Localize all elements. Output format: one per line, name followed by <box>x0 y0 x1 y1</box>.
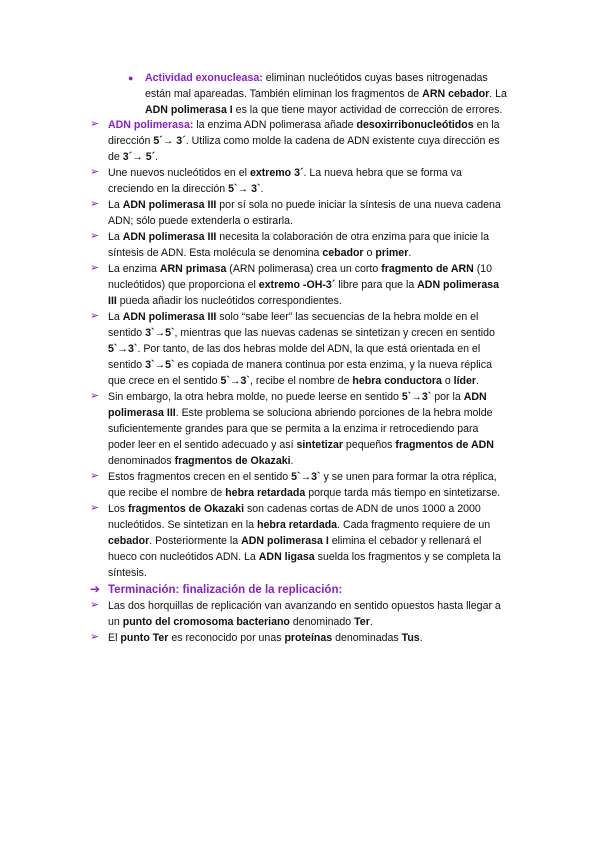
arrow-bullet-icon: ➢ <box>90 599 100 611</box>
arrow-bullet-icon: ➢ <box>90 118 100 130</box>
text-line: poder leer en el sentido adecuado y así sintetizar pequeños fragmentos de ADN <box>108 439 494 451</box>
text-line: polimerasa III. Este problema se soluciona abriendo porciones de la hebra molde <box>108 407 493 419</box>
text-line: que crece en el sentido 5`→3`, recibe el nombre de hebra conductora o líder. <box>108 375 479 387</box>
arrow-bullet-icon: ➢ <box>90 230 100 242</box>
text-line: nucleótidos) que proporciona el extremo -OH-3´ libre para que la ADN polimerasa <box>108 279 499 291</box>
text-line: sentido 3`→5` es copiada de manera continua por esta enzima, y la nueva réplica <box>108 359 492 371</box>
arrow-bullet-icon: ➢ <box>90 166 100 178</box>
sub-bullet-dot-icon: ● <box>128 73 134 83</box>
text-line: ADN polimerasa: la enzima ADN polimerasa añade desoxirribonucleótidos en la <box>108 119 500 131</box>
text-line: La ADN polimerasa III por sí sola no puede iniciar la síntesis de una nueva cadena <box>108 199 501 211</box>
text-line: La ADN polimerasa III necesita la colaboración de otra enzima para que inicie la <box>108 231 490 243</box>
text-line: de 3´→ 5´. <box>108 151 159 163</box>
text-line: síntesis. <box>108 567 147 579</box>
heading-arrow-icon: ➔ <box>90 582 101 596</box>
text-line: Actividad exonucleasa: eliminan nucleótidos cuyas bases nitrogenadas <box>145 72 488 84</box>
text-line: síntesis de ADN. Esta molécula se denomina cebador o primer. <box>108 247 412 259</box>
text-line: hueco con nucleótidos ADN. La ADN ligasa suelda los fragmentos y se completa la <box>108 551 501 563</box>
arrow-bullet-icon: ➢ <box>90 390 100 402</box>
text-line: nucleótidos. Se sintetizan en la hebra retardada. Cada fragmento requiere de un <box>108 519 491 531</box>
text-line: que recibe el nombre de hebra retardada porque tarda más tiempo en sintetizarse. <box>108 487 501 499</box>
text-line: sentido 3`→5`, mientras que las nuevas cadenas se sintetizan y crecen en sentido <box>108 327 495 339</box>
text-line: Sin embargo, la otra hebra molde, no puede leerse en sentido 5`→3` por la ADN <box>108 391 487 403</box>
text-line: ADN polimerasa I es la que tiene mayor actividad de corrección de errores. <box>145 104 503 116</box>
text-line: suficientemente grandes para que se permita a la enzima ir retrocediendo para <box>108 423 479 435</box>
arrow-bullet-icon: ➢ <box>90 631 100 643</box>
arrow-bullet-icon: ➢ <box>90 470 100 482</box>
text-line: cebador. Posteriormente la ADN polimerasa I elimina el cebador y rellenará el <box>108 535 482 547</box>
text-line: ADN; sólo puede extenderla o estirarla. <box>108 215 293 227</box>
text-line: Los fragmentos de Okazaki son cadenas cortas de ADN de unos 1000 a 2000 <box>108 503 481 515</box>
text-line: Une nuevos nucleótidos en el extremo 3´. La nueva hebra que se forma va <box>108 167 462 179</box>
text-line: dirección 5´→ 3´. Utiliza como molde la cadena de ADN existente cuya dirección es <box>108 135 500 147</box>
text-line: un punto del cromosoma bacteriano denominado Ter. <box>108 616 373 628</box>
text-line: III pueda añadir los nucleótidos correspondientes. <box>108 295 342 307</box>
arrow-bullet-icon: ➢ <box>90 262 100 274</box>
text-line: 5`→3`. Por tanto, de las dos hebras molde del ADN, la que está orientada en el <box>108 343 481 355</box>
text-line: La ADN polimerasa III solo “sabe leer” las secuencias de la hebra molde en el <box>108 311 479 323</box>
arrow-bullet-icon: ➢ <box>90 198 100 210</box>
text-line: El punto Ter es reconocido por unas proteínas denominadas Tus. <box>108 632 423 644</box>
arrow-bullet-icon: ➢ <box>90 502 100 514</box>
text-line: La enzima ARN primasa (ARN polimerasa) crea un corto fragmento de ARN (10 <box>108 263 493 275</box>
arrow-bullet-icon: ➢ <box>90 310 100 322</box>
text-line: están mal apareadas. También eliminan los fragmentos de ARN cebador. La <box>145 88 507 100</box>
text-line: Las dos horquillas de replicación van avanzando en sentido opuestos hasta llegar a <box>108 600 501 612</box>
text-line: creciendo en la dirección 5`→ 3`. <box>108 183 264 195</box>
text-line: denominados fragmentos de Okazaki. <box>108 455 294 467</box>
text-line: Estos fragmentos crecen en el sentido 5`→3` y se unen para formar la otra réplica, <box>108 471 497 483</box>
section-heading: Terminación: finalización de la replicación: <box>108 584 343 596</box>
